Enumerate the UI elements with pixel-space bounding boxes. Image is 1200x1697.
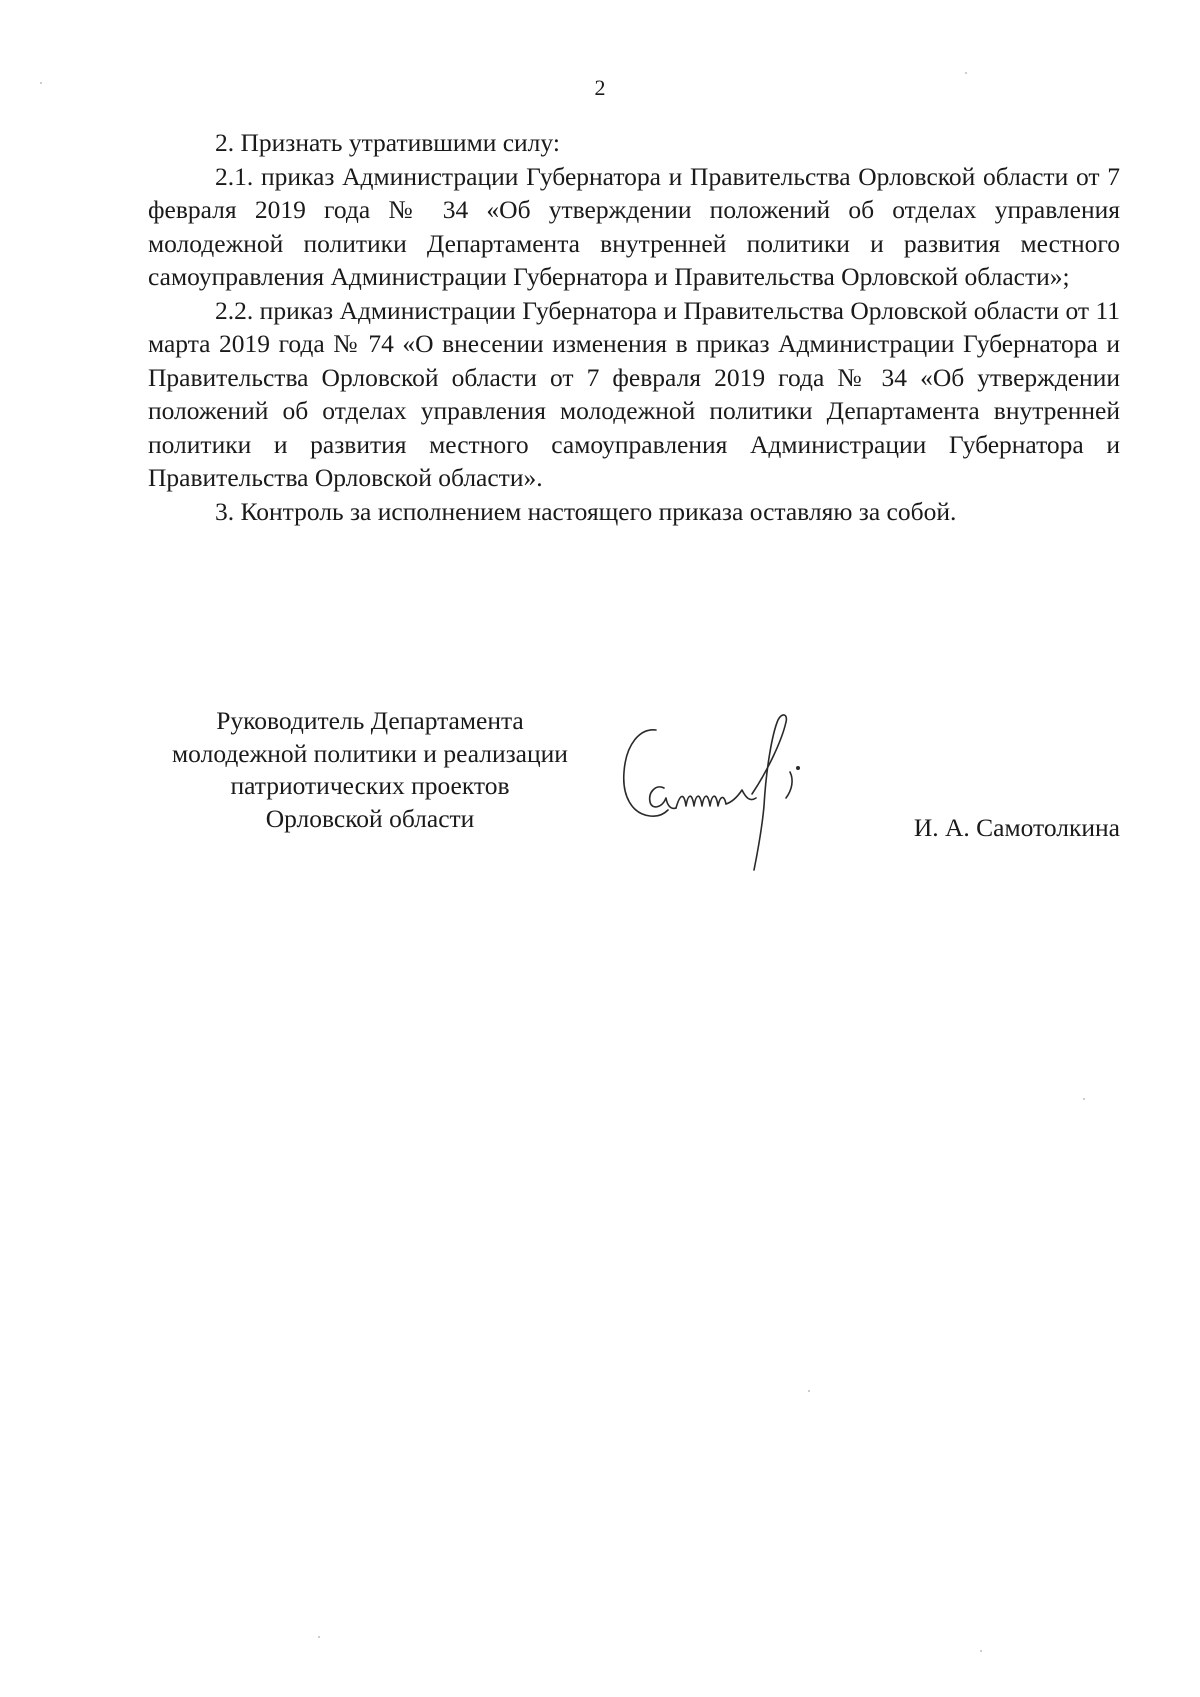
scan-speck [318,1636,320,1638]
paragraph-revoke-item-2: 2.2. приказ Администрации Губернатора и Правительства Орловской области от 11 марта 2019 года № 74 «О внесении изменения в приказ Администрации Губернатора и Правительства Орловской области от 7 февраля 2019 года № 34 «Об утверждении положений об отделах управления молодежной политики Департамента внутренней политики и развития местного самоуправления Администрации Губернатора и Правительства Орловской области». [148,295,1120,492]
paragraph-control: 3. Контроль за исполнением настоящего приказа оставляю за собой. [215,496,957,526]
scan-speck [40,82,42,84]
scan-speck [965,72,967,74]
document-body [148,126,1120,528]
paragraph-revoke-item-1: 2.1. приказ Администрации Губернатора и Правительства Орловской области от 7 февраля 2019 года № 34 «Об утверждении положений об отделах управления молодежной политики Департамента внутренней политики и развития местного самоуправления Администрации Губернатора и Правительства Орловской области»; [148,161,1120,291]
scan-speck [808,1390,810,1392]
scan-speck [1083,1098,1085,1100]
signer-name: И. А. Самотолкина [913,813,1120,842]
signatory-title-line: молодежной политики и реализации [172,738,568,768]
signatory-title [140,705,600,835]
signatory-title-line: патриотических проектов [230,771,510,800]
scan-speck [980,1650,982,1652]
page-number: 2 [594,75,606,100]
signatory-title-line: Руководитель Департамента [216,706,524,735]
signatory-title-line: Орловской области [265,803,475,833]
paragraph-revoke-heading: 2. Признать утратившими силу: [215,128,560,157]
handwritten-signature [618,710,833,875]
